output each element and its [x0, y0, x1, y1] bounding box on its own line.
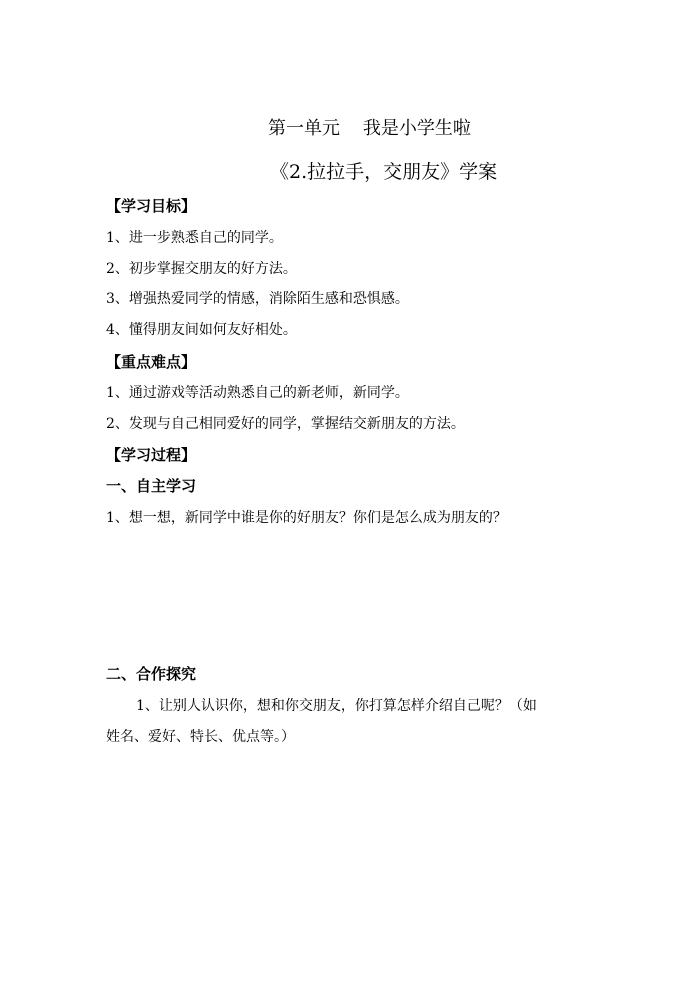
cooperation-heading: 二、合作探究 [106, 665, 197, 683]
self-study-heading: 一、自主学习 [106, 477, 197, 495]
answer-space-1 [106, 535, 586, 655]
self-study-question: 1、想一想，新同学中谁是你的好朋友？你们是怎么成为朋友的？ [106, 510, 507, 526]
goals-heading: 【学习目标】 [106, 197, 197, 215]
goal-item-4: 4、懂得朋友间如何友好相处。 [106, 322, 297, 338]
process-heading: 【学习过程】 [106, 446, 197, 464]
goal-item-1: 1、进一步熟悉自己的同学。 [106, 230, 283, 246]
goal-item-2: 2、初步掌握交朋友的好方法。 [106, 261, 297, 277]
unit-title: 第一单元 我是小学生啦 [268, 118, 471, 139]
key-points-heading: 【重点难点】 [106, 353, 197, 371]
goal-item-3: 3、增强热爱同学的情感，消除陌生感和恐惧感。 [106, 291, 409, 307]
cooperation-question-line2: 姓名、爱好、特长、优点等。） [106, 729, 295, 745]
answer-space-2 [106, 760, 586, 940]
key-point-item-1: 1、通过游戏等活动熟悉自己的新老师，新同学。 [106, 385, 409, 401]
cooperation-question-line1: 1、让别人认识你，想和你交朋友，你打算怎样介绍自己呢？（如 [136, 698, 537, 714]
key-point-item-2: 2、发现与自己相同爱好的同学，掌握结交新朋友的方法。 [106, 416, 465, 432]
lesson-title: 《2.拉拉手，交朋友》学案 [270, 161, 498, 183]
